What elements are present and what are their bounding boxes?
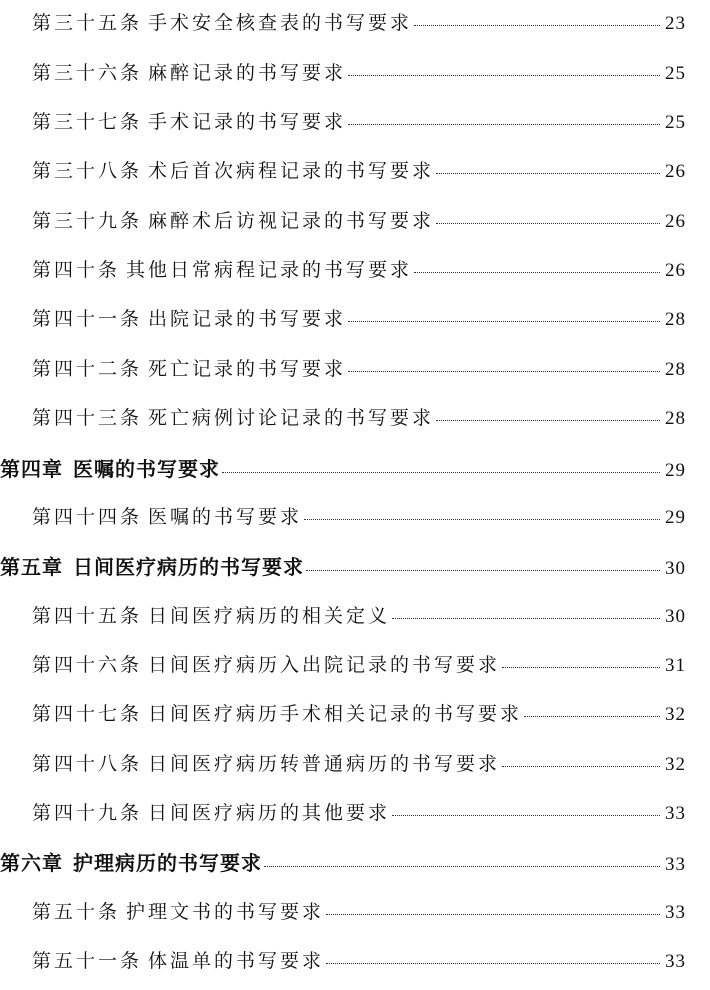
toc-entry-page: 33: [665, 803, 686, 824]
toc-entry-page: 26: [665, 211, 686, 232]
toc-entry-page: 33: [665, 902, 686, 923]
toc-chapter[interactable]: [0, 551, 686, 580]
toc-chapter-number: 第六章: [0, 851, 63, 875]
toc-chapter-title: 医嘱的书写要求: [73, 457, 220, 481]
toc-entry-page: 31: [665, 655, 686, 676]
toc-entry-page: 28: [665, 359, 686, 380]
toc-entry-page: 25: [665, 112, 686, 133]
toc-entry-title: 医嘱的书写要求: [148, 506, 303, 528]
dot-leader: [502, 766, 660, 767]
toc-entry-page: 23: [665, 13, 686, 34]
toc-entry[interactable]: [32, 897, 686, 924]
toc-entry[interactable]: [32, 107, 686, 134]
toc-entry-number: 第四十四条: [32, 506, 143, 528]
toc-entry-title: 其他日常病程记录的书写要求: [126, 259, 413, 281]
toc-entry-title: 手术记录的书写要求: [148, 111, 347, 133]
toc-chapter[interactable]: [0, 453, 686, 482]
dot-leader: [436, 420, 660, 421]
dot-leader: [392, 815, 660, 816]
toc-entry[interactable]: [32, 749, 686, 776]
toc-entry-title: 手术安全核查表的书写要求: [148, 12, 413, 34]
dot-leader: [414, 25, 660, 26]
toc-entry[interactable]: [32, 8, 686, 35]
dot-leader: [306, 570, 660, 571]
toc-entry-number: 第三十五条: [32, 12, 143, 34]
dot-leader: [264, 866, 660, 867]
toc-entry-number: 第五十条: [32, 901, 121, 923]
toc-entry-title: 出院记录的书写要求: [148, 308, 347, 330]
toc-entry-title: 日间医疗病历的相关定义: [148, 605, 391, 627]
toc-chapter-number: 第五章: [0, 555, 63, 579]
toc-chapter-page: 29: [665, 460, 686, 481]
dot-leader: [414, 272, 660, 273]
toc-entry-number: 第四十六条: [32, 654, 143, 676]
toc-entry-page: 29: [665, 507, 686, 528]
toc-entry-number: 第四十条: [32, 259, 121, 281]
toc-entry-number: 第四十九条: [32, 802, 143, 824]
toc-chapter[interactable]: [0, 847, 686, 876]
dot-leader: [222, 472, 660, 473]
toc-entry-page: 32: [665, 754, 686, 775]
toc-entry-number: 第四十八条: [32, 753, 143, 775]
toc-chapter-number: 第四章: [0, 457, 63, 481]
toc-entry-number: 第五十一条: [32, 950, 143, 972]
toc-entry-page: 28: [665, 309, 686, 330]
dot-leader: [524, 716, 660, 717]
dot-leader: [502, 667, 660, 668]
toc-entry[interactable]: [32, 699, 686, 726]
toc-entry[interactable]: [32, 946, 686, 973]
toc-entry-title: 护理文书的书写要求: [126, 901, 325, 923]
toc-entry[interactable]: [32, 502, 686, 529]
toc-entry-number: 第三十九条: [32, 210, 143, 232]
dot-leader: [348, 321, 660, 322]
toc-chapter-page: 30: [665, 558, 686, 579]
dot-leader: [348, 124, 660, 125]
toc-entry[interactable]: [32, 206, 686, 233]
toc-entry-number: 第四十二条: [32, 358, 143, 380]
toc-entry[interactable]: [32, 304, 686, 331]
toc-entry-page: 25: [665, 63, 686, 84]
dot-leader: [348, 371, 660, 372]
toc-entry[interactable]: [32, 255, 686, 282]
toc-entry-number: 第四十一条: [32, 308, 143, 330]
dot-leader: [304, 519, 660, 520]
toc-entry-page: 28: [665, 408, 686, 429]
toc-entry-title: 死亡记录的书写要求: [148, 358, 347, 380]
toc-entry-number: 第三十七条: [32, 111, 143, 133]
toc-entry-title: 日间医疗病历的其他要求: [148, 802, 391, 824]
dot-leader: [348, 75, 660, 76]
toc-entry-title: 日间医疗病历手术相关记录的书写要求: [148, 703, 523, 725]
toc-entry-number: 第三十八条: [32, 160, 143, 182]
toc-entry[interactable]: [32, 650, 686, 677]
dot-leader: [326, 914, 660, 915]
dot-leader: [326, 963, 660, 964]
toc-entry-number: 第四十五条: [32, 605, 143, 627]
toc-entry-page: 32: [665, 704, 686, 725]
toc-entry[interactable]: [32, 798, 686, 825]
toc-chapter-title: 日间医疗病历的书写要求: [73, 555, 304, 579]
toc-entry-page: 33: [665, 951, 686, 972]
toc-entry-number: 第四十七条: [32, 703, 143, 725]
toc-entry[interactable]: [32, 58, 686, 85]
toc-entry-page: 26: [665, 161, 686, 182]
toc-entry-page: 26: [665, 260, 686, 281]
toc-chapter-title: 护理病历的书写要求: [73, 851, 262, 875]
toc-entry-title: 体温单的书写要求: [148, 950, 325, 972]
toc-entry-title: 术后首次病程记录的书写要求: [148, 160, 435, 182]
toc-entry-title: 日间医疗病历入出院记录的书写要求: [148, 654, 501, 676]
toc-entry-page: 30: [665, 606, 686, 627]
toc-entry-number: 第四十三条: [32, 407, 143, 429]
toc-entry-title: 日间医疗病历转普通病历的书写要求: [148, 753, 501, 775]
toc-entry-title: 麻醉术后访视记录的书写要求: [148, 210, 435, 232]
toc-chapter-page: 33: [665, 854, 686, 875]
toc-entry-number: 第三十六条: [32, 62, 143, 84]
toc-entry[interactable]: [32, 156, 686, 183]
dot-leader: [392, 618, 660, 619]
toc-entry[interactable]: [32, 601, 686, 628]
dot-leader: [436, 223, 660, 224]
toc-entry-title: 麻醉记录的书写要求: [148, 62, 347, 84]
dot-leader: [436, 173, 660, 174]
toc-entry-title: 死亡病例讨论记录的书写要求: [148, 407, 435, 429]
toc-entry[interactable]: [32, 403, 686, 430]
toc-entry[interactable]: [32, 354, 686, 381]
